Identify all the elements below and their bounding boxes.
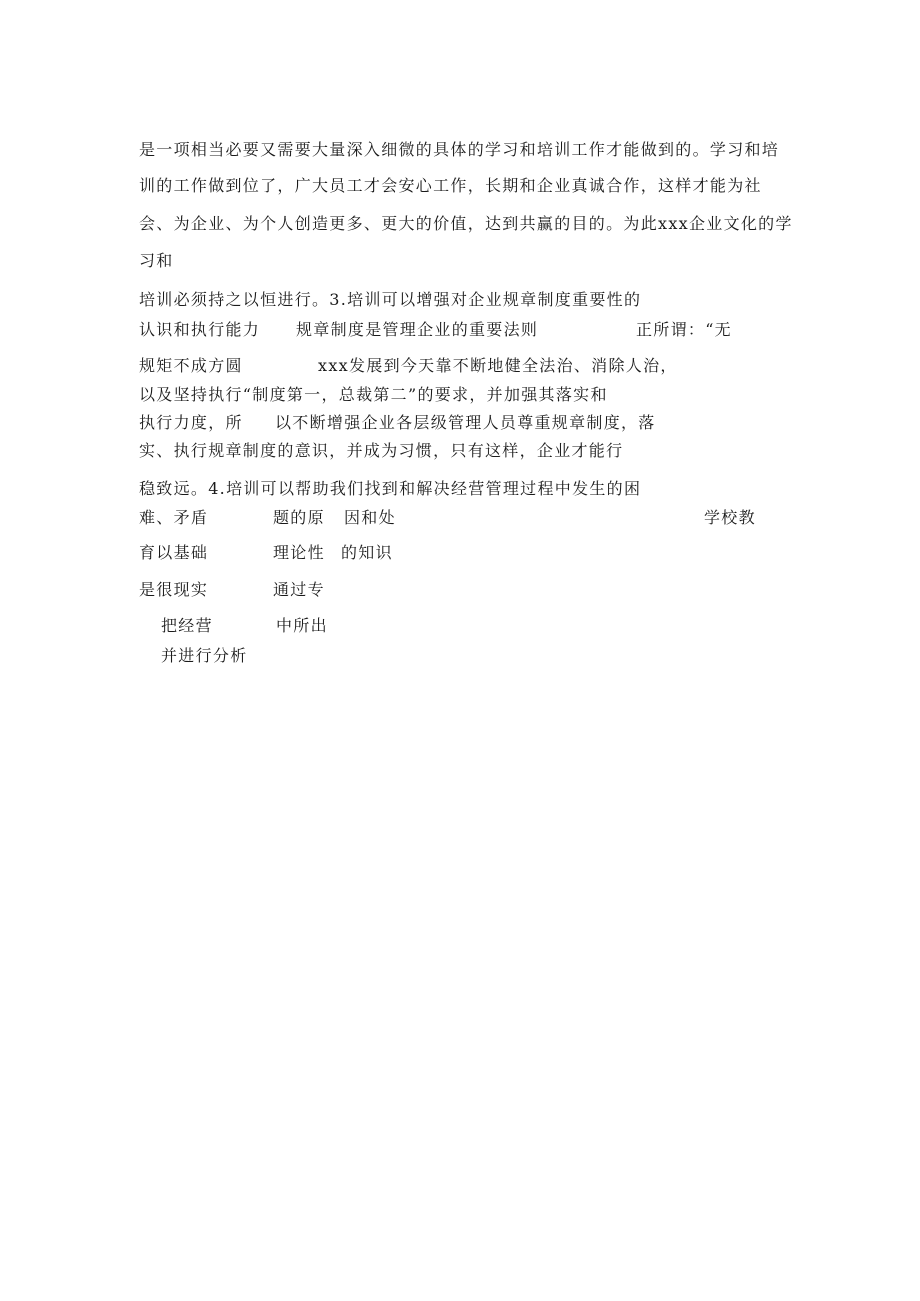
paragraph-line-5: 培训必须持之以恒进行。3.培训可以增强对企业规章制度重要性的 xyxy=(139,290,642,309)
line-12-segment-1: 难、矛盾 xyxy=(139,508,209,527)
line-12-segment-4: 学校教 xyxy=(704,508,756,527)
line-15-segment-2: 中所出 xyxy=(276,616,328,635)
line-16: 并进行分析 xyxy=(161,646,248,665)
line-10: 实、执行规章制度的意识，并成为习惯，只有这样，企业才能行 xyxy=(139,441,624,460)
line-6-segment-2: 规章制度是管理企业的重要法则 xyxy=(296,320,539,339)
paragraph-line-1: 是一项相当必要又需要大量深入细微的具体的学习和培训工作才能做到的。学习和培 xyxy=(139,140,780,159)
line-13-segment-1: 育以基础 xyxy=(139,543,209,562)
line-13-segment-3: 的知识 xyxy=(341,543,393,562)
line-7-segment-1: 规矩不成方圆 xyxy=(139,356,243,375)
line-14-segment-1: 是很现实 xyxy=(139,580,209,599)
paragraph-line-3: 会、为企业、为个人创造更多、更大的价值，达到共赢的目的。为此xxx企业文化的学 xyxy=(139,214,793,233)
paragraph-line-2: 训的工作做到位了，广大员工才会安心工作，长期和企业真诚合作，这样才能为社 xyxy=(139,176,762,195)
line-11: 稳致远。4.培训可以帮助我们找到和解决经营管理过程中发生的困 xyxy=(139,479,642,498)
line-12-segment-3: 因和处 xyxy=(344,508,396,527)
line-6-segment-1: 认识和执行能力 xyxy=(139,320,261,339)
line-7-segment-2: xxx发展到今天靠不断地健全法治、消除人治， xyxy=(318,356,678,375)
line-15-segment-1: 把经营 xyxy=(161,616,213,635)
paragraph-line-4: 习和 xyxy=(139,251,174,270)
line-12-segment-2: 题的原 xyxy=(273,508,325,527)
line-14-segment-2: 通过专 xyxy=(273,580,325,599)
line-8: 以及坚持执行“制度第一，总裁第二”的要求，并加强其落实和 xyxy=(139,385,608,404)
line-6-segment-3: 正所谓：“无 xyxy=(636,320,732,339)
line-9-segment-1: 执行力度，所 xyxy=(139,413,243,432)
line-9-segment-2: 以不断增强企业各层级管理人员尊重规章制度，落 xyxy=(275,413,656,432)
line-13-segment-2: 理论性 xyxy=(273,543,325,562)
